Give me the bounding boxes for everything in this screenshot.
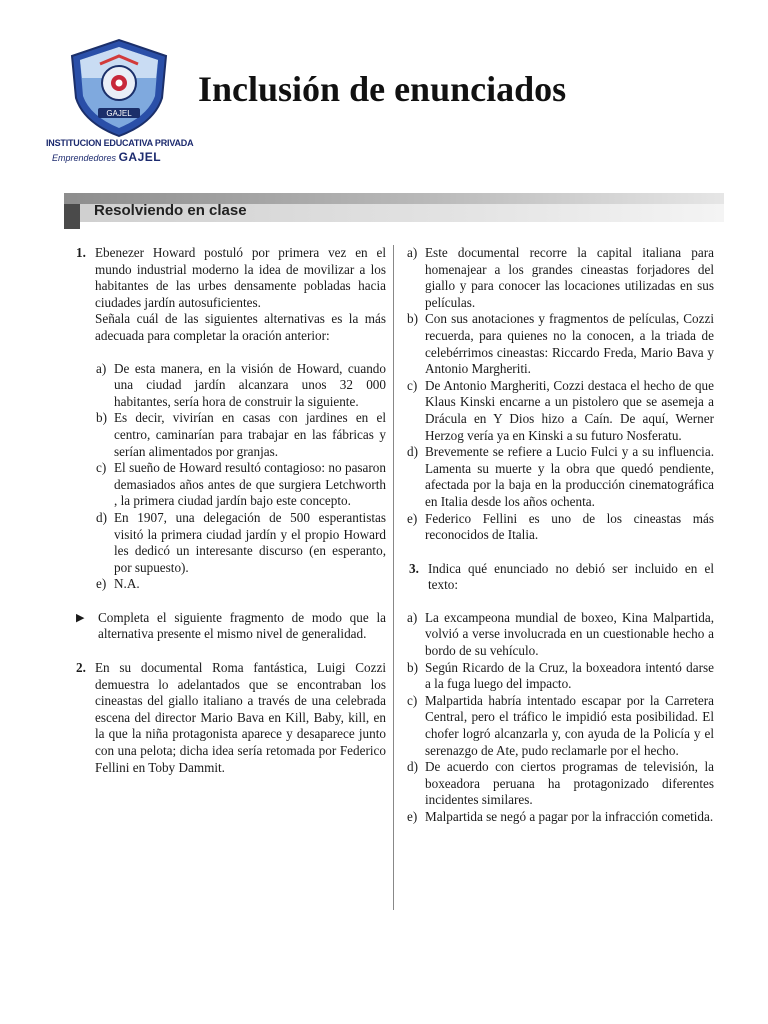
option-text: De Antonio Margheriti, Cozzi destaca el hecho de que Klaus Kinski encarne a un pistolero que se asemeja a Drácula en Y Dios hizo a Caín. De aquí, Werner Herzog vería ya en Kinski a su futuro Nosferatu. bbox=[425, 377, 714, 443]
options-list bbox=[409, 245, 714, 544]
options-list bbox=[76, 361, 386, 593]
option-letter: d) bbox=[96, 509, 107, 525]
page-title: Inclusión de enunciados bbox=[198, 69, 567, 109]
question-stem-text: Indica qué enunciado no debió ser incluido en el texto: bbox=[428, 560, 714, 593]
option-item bbox=[409, 660, 714, 693]
option-item bbox=[409, 693, 714, 759]
institution-subtitle-brand: GAJEL bbox=[118, 150, 162, 164]
option-text: En 1907, una delegación de 500 esperantistas visitó la primera ciudad jardín y el propio Howard les dedicó un interesante discurso (en esperanto, por supuesto). bbox=[114, 509, 386, 575]
option-letter: c) bbox=[407, 377, 418, 393]
option-letter: c) bbox=[96, 460, 107, 476]
option-text: De esta manera, en la visión de Howard, cuando una ciudad jardín alcanzara unos 32 000 habitantes, sería hora de construir la siguiente. bbox=[114, 360, 386, 409]
option-text: N.A. bbox=[114, 576, 140, 592]
option-text: Brevemente se refiere a Lucio Fulci y a su influencia. Lamenta su muerte y la obra que quedó pendiente, afectada por la baja en la producción cinematográfica en Italia desde los años ochenta. bbox=[425, 444, 714, 509]
option-item bbox=[76, 410, 386, 460]
option-letter: c) bbox=[407, 692, 418, 708]
option-item bbox=[409, 245, 714, 311]
question-stem-text: Ebenezer Howard postuló por primera vez en el mundo industrial moderno la idea de movilizar a los habitantes de las urbes densamente pobladas hacia ciudades jardín autosuficientes. bbox=[95, 245, 386, 310]
question-number: 1. bbox=[76, 245, 86, 260]
question-number: 2. bbox=[76, 660, 86, 676]
option-text: Es decir, vivirían en casas con jardines en el centro, caminarían para trabajar en las fábricas y serían alimentados por granjas. bbox=[114, 410, 386, 459]
triangle-bullet-icon: ▶ bbox=[76, 611, 85, 624]
option-letter: d) bbox=[407, 759, 418, 775]
option-letter: b) bbox=[407, 311, 418, 327]
options-list bbox=[409, 610, 714, 826]
option-text: El sueño de Howard resultó contagioso: no pasaron demasiados años antes de que surgiera Letchworth , la primera ciudad jardín bajo este concepto. bbox=[114, 460, 386, 509]
question-stem bbox=[95, 660, 386, 776]
shield-emblem-icon bbox=[64, 38, 174, 138]
left-column bbox=[76, 245, 386, 776]
instruction-note bbox=[76, 610, 386, 643]
option-item bbox=[76, 576, 386, 593]
right-column bbox=[409, 245, 714, 826]
question-stem bbox=[428, 561, 714, 594]
option-item bbox=[76, 460, 386, 510]
option-text: Federico Fellini es uno de los cineastas más reconocidos de Italia. bbox=[425, 510, 714, 543]
option-letter: a) bbox=[407, 245, 418, 260]
option-text: Con sus anotaciones y fragmentos de películas, Cozzi recuerda, para quienes no la conocen, a la triada de celebérrimos cineastas: Riccardo Freda, Mario Bava y Antonio Margheriti. bbox=[425, 311, 714, 377]
option-item bbox=[409, 378, 714, 444]
section-banner bbox=[64, 193, 724, 229]
option-item bbox=[76, 361, 386, 411]
question-stem bbox=[95, 245, 386, 345]
option-letter: e) bbox=[407, 809, 418, 824]
option-letter: e) bbox=[96, 576, 107, 592]
option-item bbox=[409, 511, 714, 544]
option-letter: b) bbox=[407, 659, 418, 675]
option-letter: e) bbox=[407, 510, 418, 526]
instruction-text: Completa el siguiente fragmento de modo que la alternativa presente el mismo nivel de generalidad. bbox=[98, 609, 386, 642]
option-item bbox=[409, 809, 714, 826]
option-text: Malpartida se negó a pagar por la infracción cometida. bbox=[425, 809, 714, 824]
option-letter: b) bbox=[96, 410, 107, 426]
question-prompt: Señala cuál de las siguientes alternativas es la más adecuada para completar la oración anterior: bbox=[95, 311, 386, 343]
section-label: Resolviendo en clase bbox=[94, 202, 247, 219]
option-item bbox=[409, 759, 714, 809]
option-letter: a) bbox=[407, 609, 418, 625]
option-text: La excampeona mundial de boxeo, Kina Malpartida, volvió a verse involucrada en un cuestionable hecho a bordo de su vehículo. bbox=[425, 609, 714, 659]
question-2 bbox=[76, 660, 386, 776]
option-text: Este documental recorre la capital italiana para homenajear a los grandes cineastas forjadores del giallo y para conocer las locaciones utilizadas en sus películas. bbox=[425, 245, 714, 310]
question-stem-text: En su documental Roma fantástica, Luigi Cozzi demuestra lo adelantados que se encontraban los cineastas del giallo italiano a través de una celebrada escena del director Mario Bava en Kill, Baby, kill, en la que la niña protagonista aparece y desaparece junto con una pelota; dicha idea sería retomada por Federico Fellini en Toby Dammit. bbox=[95, 660, 386, 775]
option-text: Según Ricardo de la Cruz, la boxeadora intentó darse a la fuga luego del impacto. bbox=[425, 659, 714, 692]
banner-block bbox=[64, 204, 80, 229]
option-item bbox=[409, 444, 714, 510]
option-letter: d) bbox=[407, 444, 418, 460]
institution-subtitle-italic: Emprendedores bbox=[52, 153, 117, 163]
school-logo bbox=[42, 38, 192, 168]
question-1 bbox=[76, 245, 386, 345]
institution-name: INSTITUCION EDUCATIVA PRIVADA bbox=[46, 138, 194, 148]
option-item bbox=[409, 311, 714, 377]
option-item bbox=[76, 510, 386, 576]
option-text: Malpartida habría intentado escapar por la Carretera Central, pero el tráfico le impidió esta posibilidad. El chofer logró alcanzarla y, con ayuda de la Policía y el serenazgo de Ate, pudo reclamarle por el hecho. bbox=[425, 692, 714, 758]
institution-subtitle bbox=[52, 150, 161, 164]
option-item bbox=[409, 610, 714, 660]
question-3 bbox=[409, 561, 714, 826]
option-letter: a) bbox=[96, 360, 107, 376]
question-number: 3. bbox=[409, 560, 419, 576]
column-divider bbox=[393, 245, 394, 910]
option-text: De acuerdo con ciertos programas de televisión, la boxeadora peruana ha protagonizado diferentes incidentes similares. bbox=[425, 759, 714, 808]
shield-text: GAJEL bbox=[106, 109, 132, 118]
